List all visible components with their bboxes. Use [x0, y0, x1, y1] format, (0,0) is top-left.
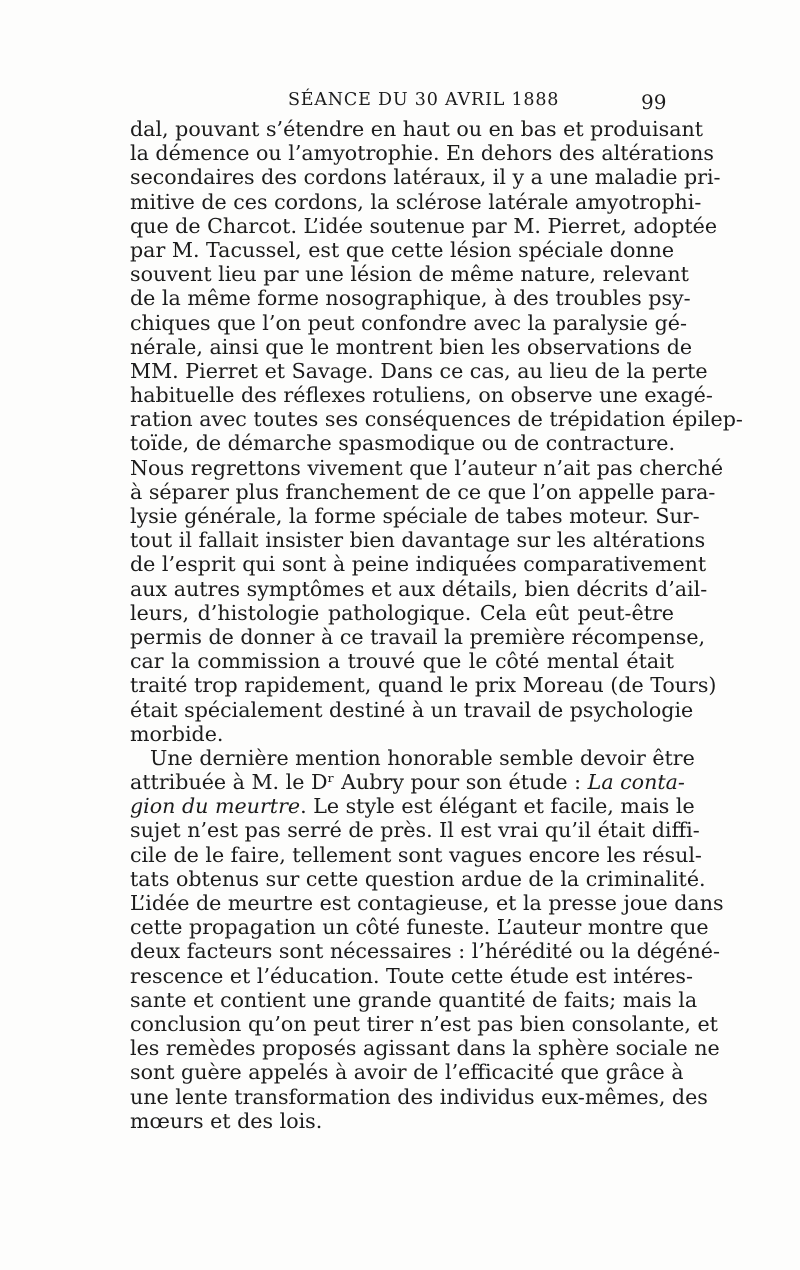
text-line: nérale, ainsi que le montrent bien les observations de — [130, 334, 693, 359]
text-line: aux autres symptômes et aux détails, bien décrits d’ail- — [130, 576, 708, 601]
text-line: lysie générale, la forme spéciale de tabes moteur. Sur- — [130, 504, 700, 528]
text-line: attribuée à M. le Dʳ Aubry pour son étude : La conta- — [130, 770, 685, 795]
text-line: toïde, de démarche spasmodique ou de contracture. — [130, 431, 676, 456]
text-line: leurs, d’histologie pathologique. Cela eût peut-être — [130, 600, 674, 625]
text-line: tats obtenus sur cette question ardue de la criminalité. — [130, 866, 706, 891]
text-line: sont guère appelés à avoir de l’efficacité que grâce à — [130, 1060, 684, 1085]
text-line: Une dernière mention honorable semble devoir être — [150, 745, 695, 770]
text-line: ration avec toutes ses conséquences de trépidation épilep- — [130, 407, 743, 432]
text-line: habituelle des réflexes rotuliens, on observe une exagé- — [130, 383, 713, 408]
text-line: L’idée de meurtre est contagieuse, et la presse joue dans — [130, 891, 724, 915]
text-line: de la même forme nosographique, à des troubles psy- — [130, 286, 691, 311]
body-text — [130, 117, 743, 1133]
text-line: mœurs et des lois. — [130, 1108, 323, 1133]
text-line: les remèdes proposés agissant dans la sphère sociale ne — [130, 1036, 720, 1061]
text-line: permis de donner à ce travail la première récompense, — [130, 624, 706, 649]
text-line: cette propagation un côté funeste. L’auteur montre que — [130, 915, 709, 940]
text-line: Nous regrettons vivement que l’auteur n’ait pas cherché — [130, 455, 724, 480]
text-line: tout il fallait insister bien davantage sur les altérations — [130, 528, 706, 553]
running-title: SÉANCE DU 30 AVRIL 1888 — [288, 90, 560, 110]
text-line: à séparer plus franchement de ce que l’on appelle para- — [130, 479, 716, 504]
running-head — [0, 90, 800, 120]
text-line: morbide. — [130, 721, 224, 746]
text-line: cile de le faire, tellement sont vagues encore les résul- — [130, 842, 702, 867]
text-line: la démence ou l’amyotrophie. En dehors des altérations — [130, 141, 714, 166]
text-line: une lente transformation des individus eux-mêmes, des — [130, 1084, 708, 1109]
text-line: que de Charcot. L’idée soutenue par M. Pierret, adoptée — [130, 213, 718, 238]
text-line: conclusion qu’on peut tirer n’est pas bien consolante, et — [130, 1011, 718, 1036]
text-line: MM. Pierret et Savage. Dans ce cas, au lieu de la perte — [130, 358, 708, 383]
text-line: secondaires des cordons latéraux, il y a une maladie pri- — [130, 165, 721, 190]
paragraph-1 — [130, 117, 743, 746]
text-line: par M. Tacussel, est que cette lésion spéciale donne — [130, 237, 675, 262]
text-line: car la commission a trouvé que le côté mental était — [130, 649, 674, 674]
paragraph-2 — [130, 745, 724, 1133]
text-line: souvent lieu par une lésion de même nature, relevant — [130, 262, 689, 287]
text-line: dal, pouvant s’étendre en haut ou en bas et produisant — [130, 117, 704, 141]
text-line: deux facteurs sont nécessaires : l’hérédité ou la dégéné- — [130, 939, 720, 964]
text-line: gion du meurtre. Le style est élégant et facile, mais le — [130, 794, 695, 819]
page-number: 99 — [641, 90, 667, 114]
text-line: était spécialement destiné à un travail de psychologie — [130, 697, 694, 722]
text-line: sante et contient une grande quantité de faits; mais la — [130, 987, 698, 1012]
text-line: rescence et l’éducation. Toute cette étude est intéres- — [130, 963, 693, 988]
text-line: mitive de ces cordons, la sclérose latérale amyotrophi- — [130, 189, 702, 214]
text-line: sujet n’est pas serré de près. Il est vrai qu’il était diffi- — [130, 818, 700, 843]
text-line: de l’esprit qui sont à peine indiquées comparativement — [130, 552, 707, 577]
text-line: chiques que l’on peut confondre avec la paralysie gé- — [130, 310, 687, 335]
text-line: traité trop rapidement, quand le prix Moreau (de Tours) — [130, 673, 717, 698]
